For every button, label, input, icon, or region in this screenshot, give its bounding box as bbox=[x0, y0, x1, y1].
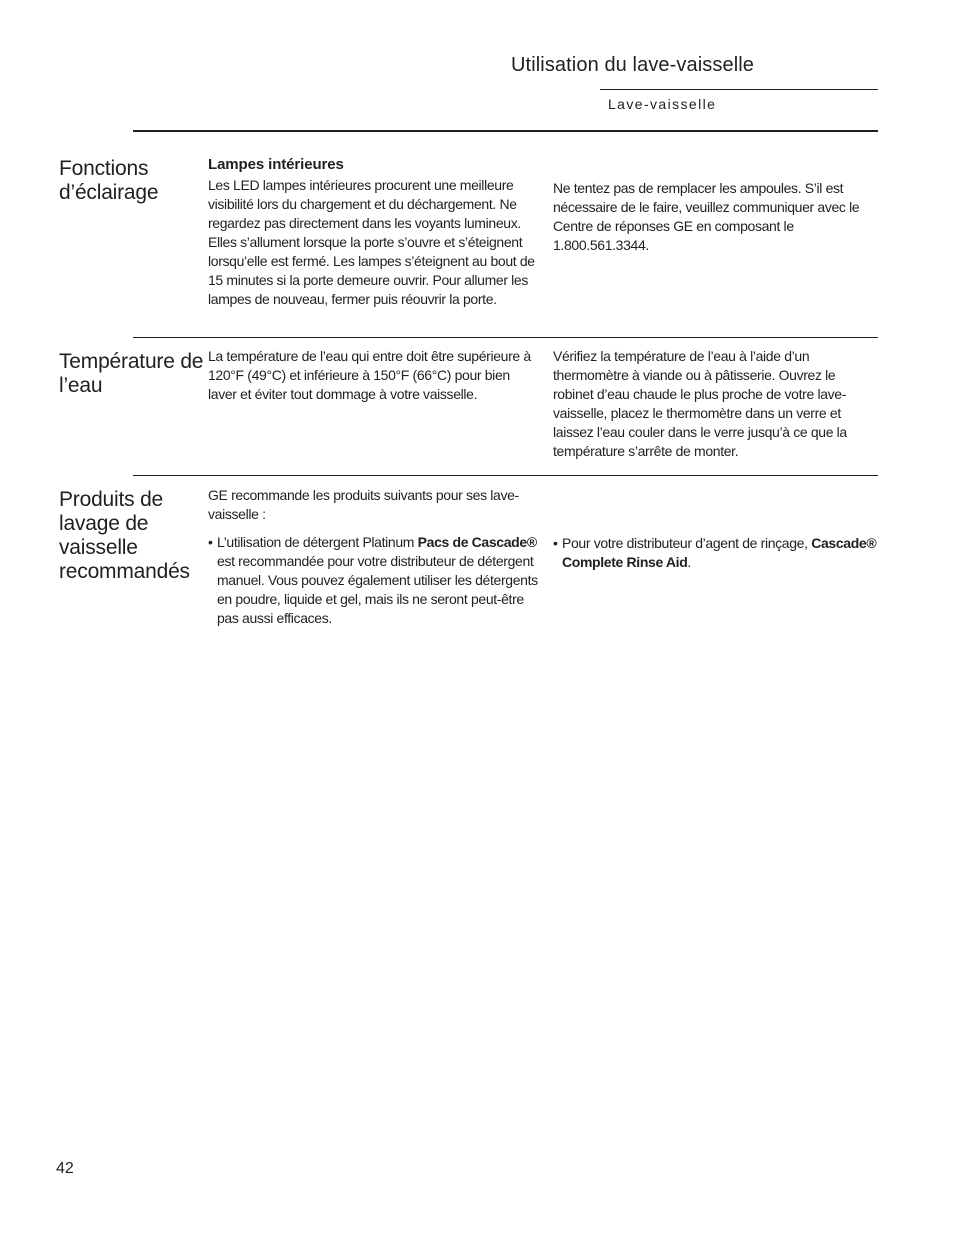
section-divider bbox=[133, 475, 878, 476]
lighting-left-column bbox=[208, 155, 538, 309]
products-left-column bbox=[208, 486, 538, 628]
water-temp-left-column bbox=[208, 347, 538, 404]
page-header-subtitle: Lave-vaisselle bbox=[608, 96, 717, 112]
product-name: Cascade® Complete Rinse Aid bbox=[562, 535, 877, 570]
lighting-left-text: Les LED lampes intérieures procurent une meilleure visibilité lors du chargement et du déchargement. Ne regardez pas directement dans les voyants lumineux. Elles s’allument lorsque la porte s’ouvre et s’éteignent lorsqu’elle est fermé. Les lampes s’éteignent au bout de 15 minutes si la porte demeure ouvrir. Pour allumer les lampes de nouveau, fermer puis réouvrir la porte. bbox=[208, 177, 535, 307]
water-temp-right-column bbox=[553, 347, 878, 461]
lighting-subheading: Lampes intérieures bbox=[208, 156, 344, 173]
products-section-title: Produits de lavage de vaisselle recommandés bbox=[59, 488, 190, 583]
bullet-text: est recommandée pour votre distributeur de détergent manuel. Vous pouvez également utiliser les détergents en poudre, liquide et gel, mais ils ne seront peut-être pas aussi efficaces. bbox=[217, 553, 538, 626]
bullet-text: . bbox=[687, 554, 691, 570]
header-divider bbox=[600, 89, 878, 90]
lighting-section-title: Fonctions d’éclairage bbox=[59, 157, 159, 204]
lighting-right-text: Ne tentez pas de remplacer les ampoules. S’il est nécessaire de le faire, veuillez communiquer avec le Centre de réponses GE en composant le 1.800.561.3344. bbox=[553, 180, 860, 253]
products-intro-text: GE recommande les produits suivants pour ses lave-vaisselle : bbox=[208, 487, 519, 522]
water-temp-right-text: Vérifiez la température de l’eau à l’aide d’un thermomètre à viande ou à pâtisserie. Ouvrez le robinet d’eau chaude le plus proche de votre lave-vaisselle, placez le thermomètre dans un verre et laissez l’eau couler dans le verre jusqu’à ce que la température s’arrête de monter. bbox=[553, 348, 847, 459]
bullet-icon: • bbox=[553, 535, 558, 551]
section-divider bbox=[133, 337, 878, 338]
water-temp-left-text: La température de l’eau qui entre doit être supérieure à 120°F (49°C) et inférieure à 150°F (66°C) pour bien laver et éviter tout dommage à votre vaisselle. bbox=[208, 348, 531, 402]
products-bullet-rinse-aid bbox=[553, 534, 878, 572]
water-temp-section-title: Température de l’eau bbox=[59, 350, 204, 397]
lighting-right-column bbox=[553, 179, 878, 255]
bullet-text: Pour votre distributeur d’agent de rinçage, bbox=[562, 535, 812, 551]
page-number: 42 bbox=[56, 1160, 74, 1177]
bullet-text: L’utilisation de détergent Platinum bbox=[217, 534, 418, 550]
bullet-icon: • bbox=[208, 534, 213, 550]
top-divider bbox=[133, 130, 878, 132]
products-bullet-detergent bbox=[208, 533, 538, 628]
page-header-title: Utilisation du lave-vaisselle bbox=[511, 54, 755, 76]
product-name: Pacs de Cascade® bbox=[417, 534, 537, 550]
products-right-column bbox=[553, 534, 878, 572]
